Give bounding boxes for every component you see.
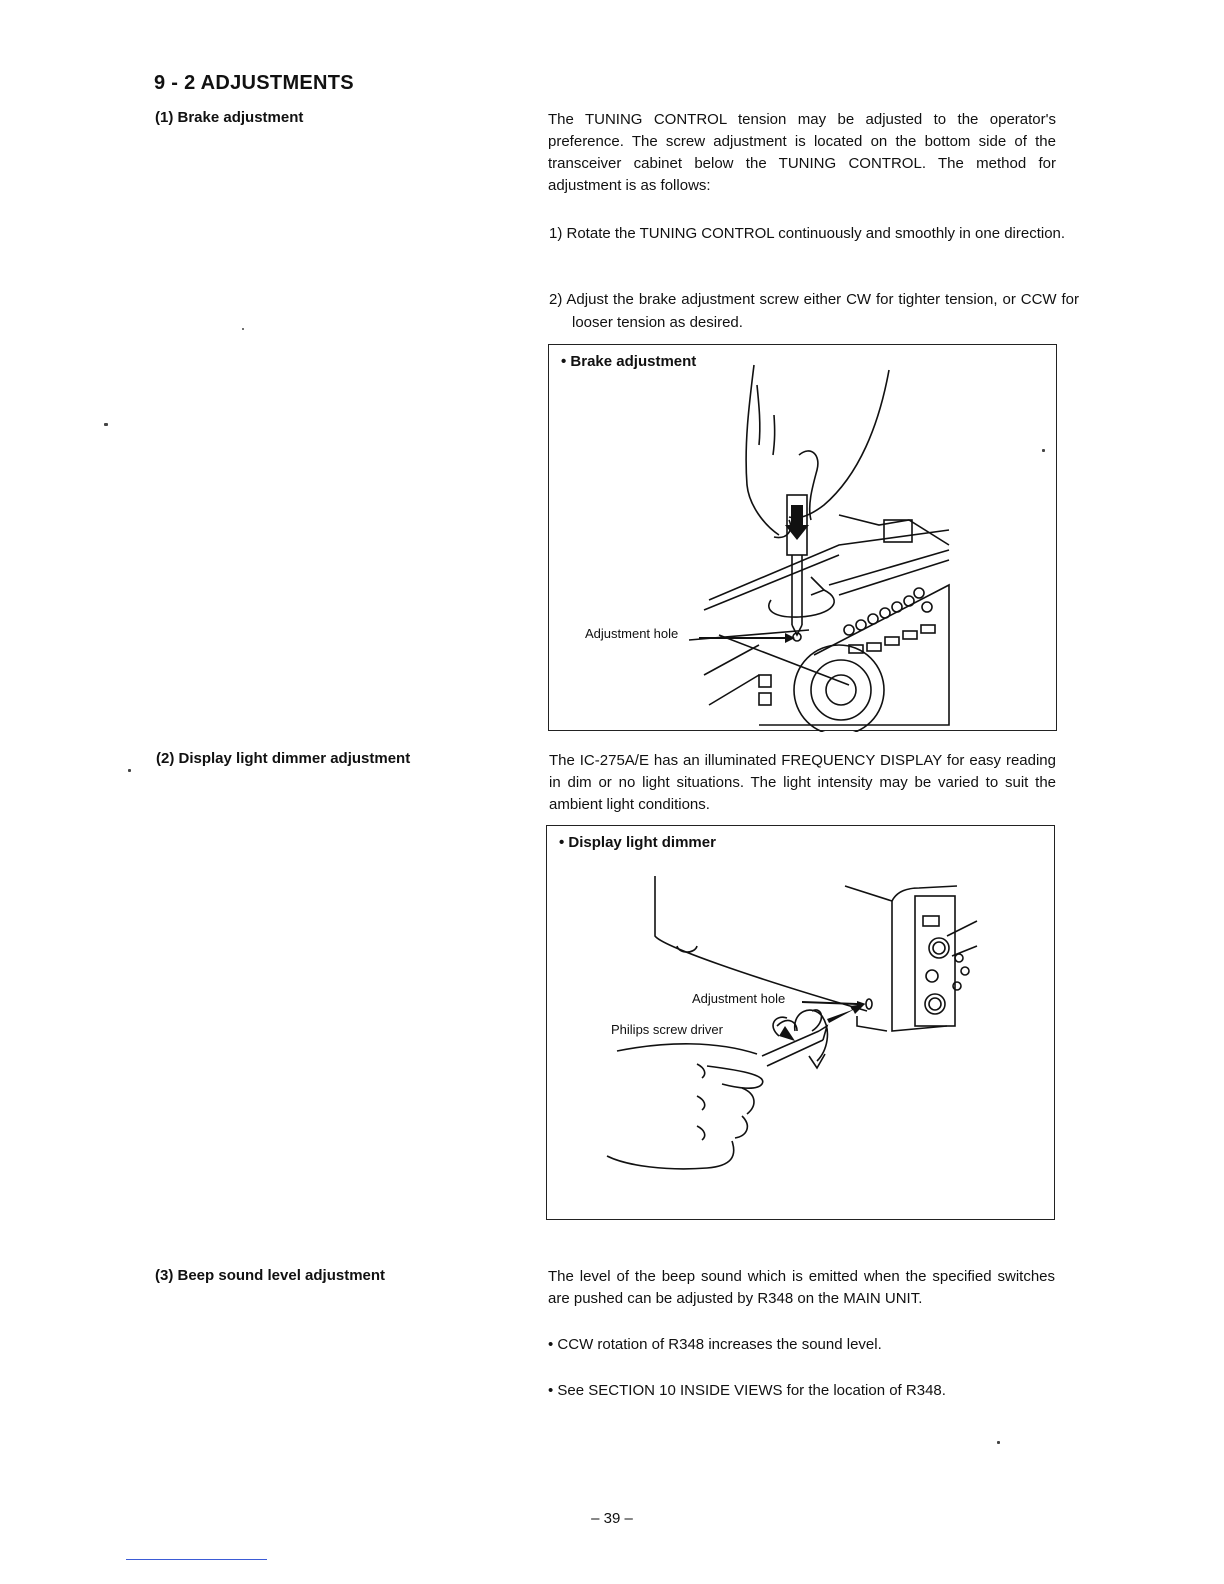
beep-bullet-1: • CCW rotation of R348 increases the sound level.	[548, 1336, 882, 1353]
brake-adjustment-figure	[548, 344, 1057, 731]
scan-speck	[997, 1441, 1000, 1444]
brake-step-1: 1) Rotate the TUNING CONTROL continuously and smoothly in one direction.	[549, 225, 1066, 242]
brake-callout-adjustment-hole: Adjustment hole	[585, 626, 679, 641]
beep-bullet-2: • See SECTION 10 INSIDE VIEWS for the location of R348.	[548, 1382, 946, 1399]
beep-heading: (3) Beep sound level adjustment	[155, 1267, 386, 1284]
page-number: – 39 –	[591, 1510, 633, 1527]
brake-intro: The TUNING CONTROL tension may be adjusted to the operator's preference. The screw adjustment is located on the bottom side of the transceiver cabinet below the TUNING CONTROL. The method for adjustment is as follows:	[548, 111, 1056, 194]
dimmer-callout-screwdriver: Philips screw driver	[611, 1022, 723, 1037]
brake-heading: (1) Brake adjustment	[155, 109, 304, 126]
brake-step-2: 2) Adjust the brake adjustment screw either CW for tighter tension, or CCW for looser tension as desired.	[549, 291, 1079, 331]
dimmer-heading: (2) Display light dimmer adjustment	[156, 750, 411, 767]
scan-speck	[128, 769, 131, 772]
scan-edge-line	[126, 1559, 267, 1560]
dimmer-figure-title: • Display light dimmer	[559, 834, 716, 851]
display-dimmer-figure	[546, 825, 1055, 1220]
brake-illustration	[549, 345, 1058, 732]
dimmer-intro: The IC-275A/E has an illuminated FREQUENCY DISPLAY for easy reading in dim or no light situations. The light intensity may be varied to suit the ambient light conditions.	[549, 752, 1056, 813]
beep-intro: The level of the beep sound which is emitted when the specified switches are pushed can be adjusted by R348 on the MAIN UNIT.	[548, 1268, 1055, 1307]
brake-figure-title: • Brake adjustment	[561, 353, 697, 370]
scan-speck	[104, 423, 108, 426]
scan-speck	[242, 328, 244, 330]
scan-speck	[1042, 449, 1045, 452]
section-title: 9 - 2 ADJUSTMENTS	[154, 72, 354, 94]
dimmer-callout-adjustment-hole: Adjustment hole	[692, 991, 786, 1006]
